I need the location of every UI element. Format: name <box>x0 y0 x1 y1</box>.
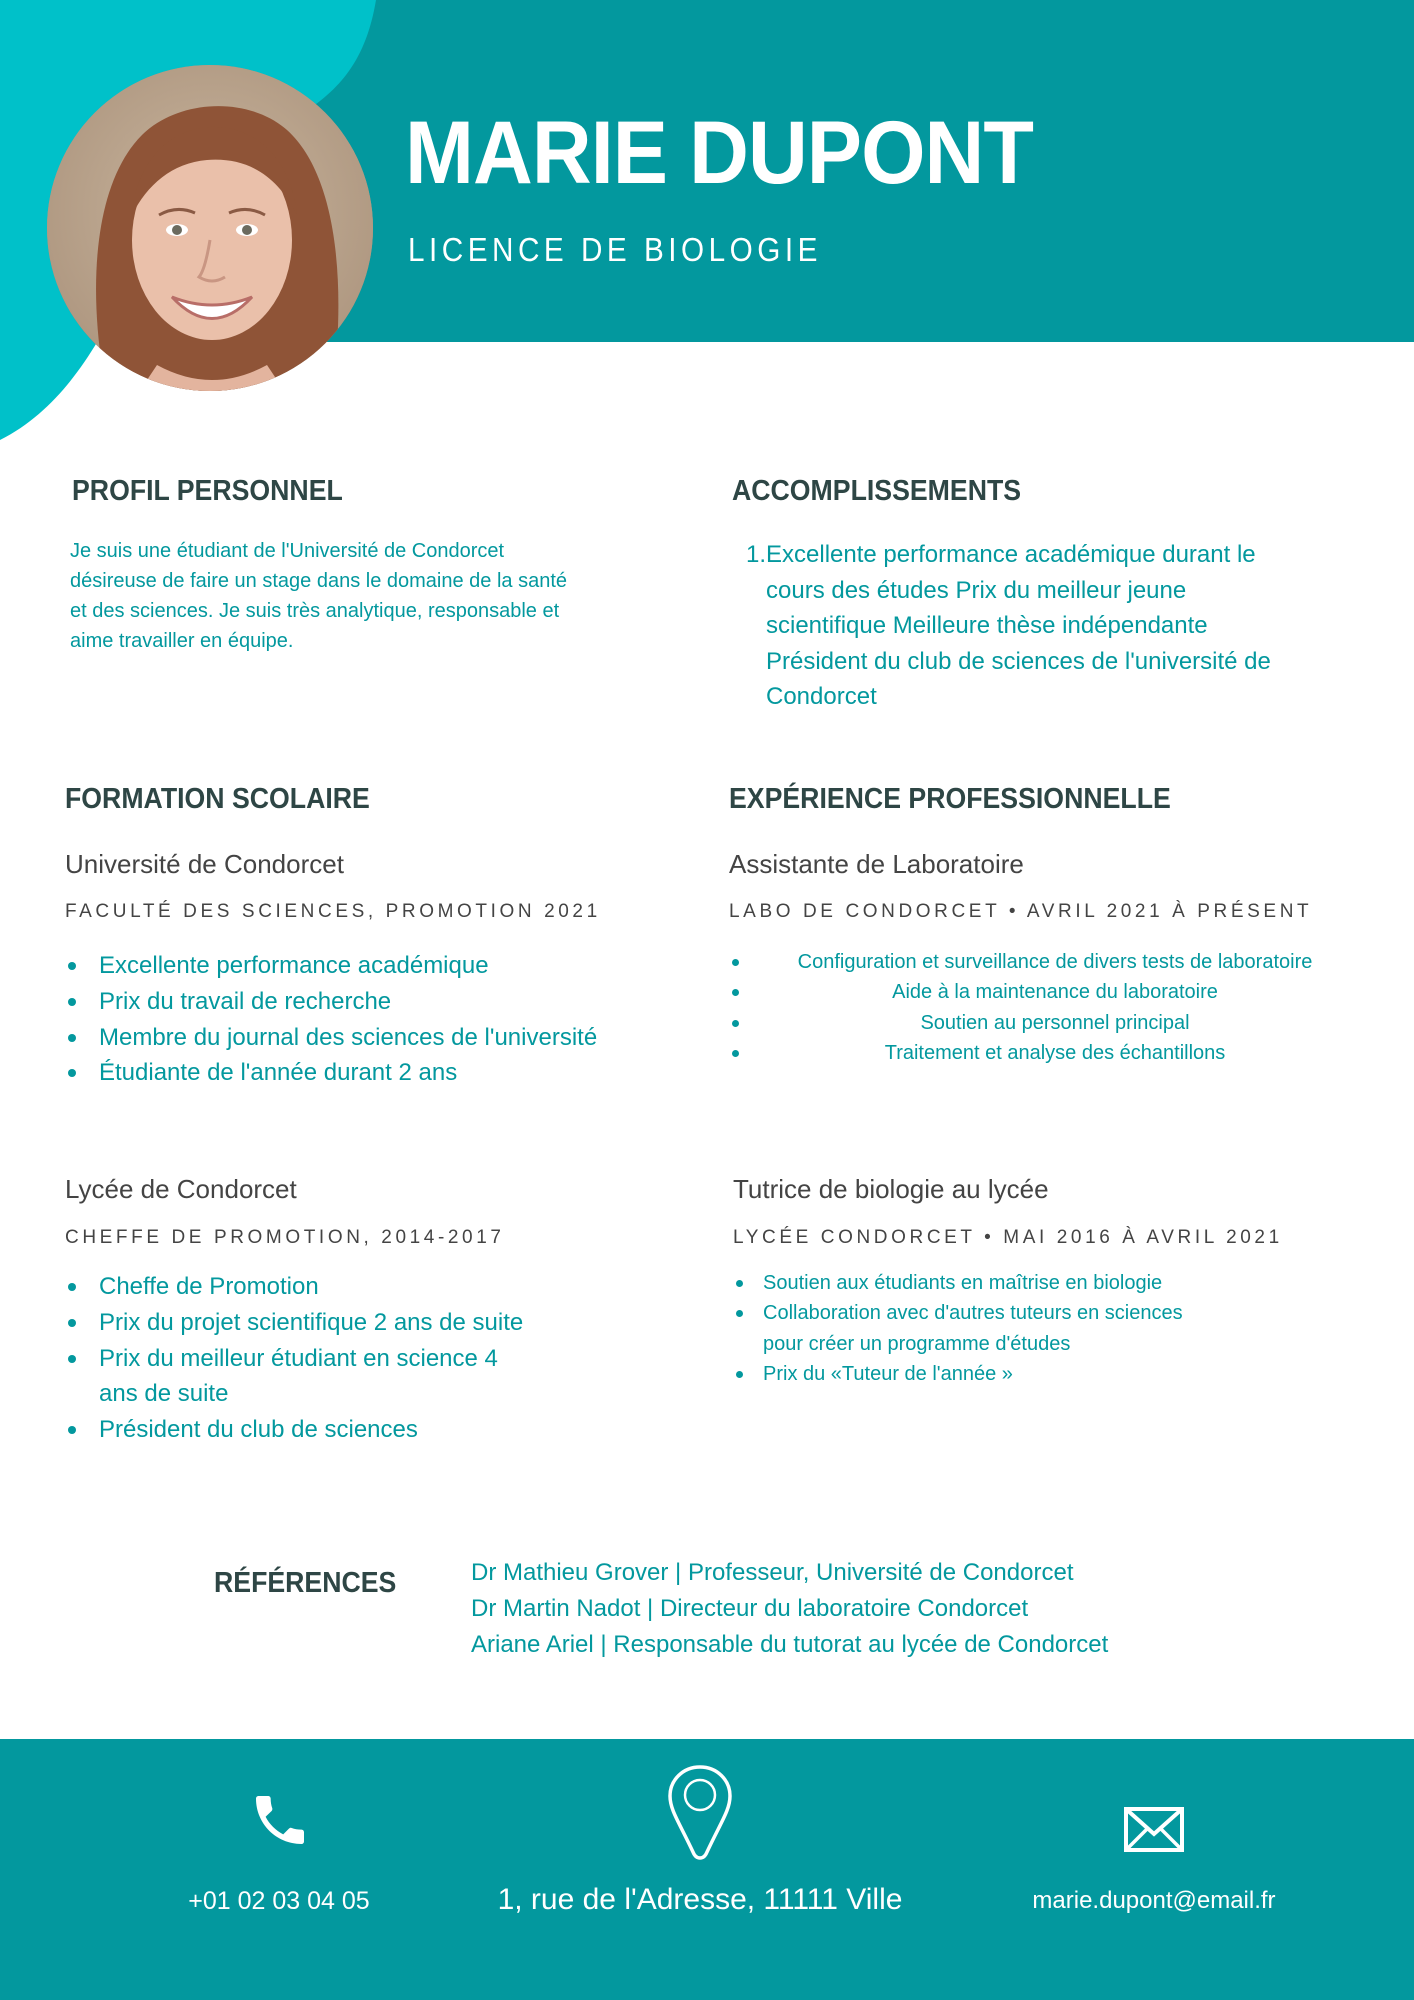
phone-text: +01 02 03 04 05 <box>188 1887 370 1915</box>
candidate-degree: LICENCE DE BIOLOGIE <box>408 231 822 268</box>
education-school-2: Lycée de Condorcet <box>65 1174 297 1204</box>
education-bullets-2 <box>65 1269 535 1448</box>
profile-text: Je suis une étudiant de l'Université de Condorcet désireuse de faire un stage dans le domaine de la santé et des sciences. Je suis très analytique, responsable et aime travailler en équipe. <box>70 540 568 652</box>
experience-role-1: Assistante de Laboratoire <box>729 849 1024 879</box>
contact-footer <box>0 1739 1414 2000</box>
experience-bullets-1 <box>729 947 1351 1068</box>
education-section-title: FORMATION SCOLAIRE <box>65 783 370 815</box>
email-text: marie.dupont@email.fr <box>1032 1887 1276 1914</box>
list-item-text: Aide à la maintenance du laboratoire <box>892 981 1218 1004</box>
address-text: 1, rue de l'Adresse, 11111 Ville <box>497 1883 903 1916</box>
list-item: Prix du projet scientifique 2 ans de suite <box>65 1305 535 1341</box>
profile-section-title: PROFIL PERSONNEL <box>72 475 343 507</box>
reference-item: Dr Mathieu Grover | Professeur, Université de Condorcet <box>471 1559 1074 1586</box>
list-item: Cheffe de Promotion <box>65 1269 535 1305</box>
experience-section-title: EXPÉRIENCE PROFESSIONNELLE <box>729 783 1171 815</box>
list-item: Prix du meilleur étudiant en science 4 ans de suite <box>65 1341 535 1413</box>
list-item: Étudiante de l'année durant 2 ans <box>65 1055 665 1091</box>
list-item: Excellente performance académique <box>65 948 665 984</box>
list-item-text: Soutien au personnel principal <box>920 1011 1190 1034</box>
references-section-title: RÉFÉRENCES <box>214 1567 397 1599</box>
education-school-1: Université de Condorcet <box>65 849 344 879</box>
education-meta-2: CHEFFE DE PROMOTION, 2014-2017 <box>65 1227 505 1248</box>
list-item: Soutien aux étudiants en maîtrise en biologie <box>733 1268 1203 1298</box>
list-item-text: Traitement et analyse des échantillons <box>884 1041 1226 1064</box>
phone-icon <box>248 1788 312 1852</box>
accomplishment-item <box>746 537 1306 715</box>
candidate-name: MARIE DUPONT <box>405 102 1034 202</box>
education-meta-1: FACULTÉ DES SCIENCES, PROMOTION 2021 <box>65 901 601 922</box>
portrait-icon <box>47 65 373 391</box>
experience-meta-1: LABO DE CONDORCET • AVRIL 2021 À PRÉSENT <box>729 901 1313 922</box>
list-item-text: Configuration et surveillance de divers tests de laboratoire <box>797 951 1313 973</box>
list-item <box>729 1038 1351 1068</box>
list-item <box>729 1008 1351 1038</box>
accomplishment-text: Excellente performance académique durant le cours des études Prix du meilleur jeune scientifique Meilleure thèse indépendante Président du club de sciences de l'université de Condorcet <box>766 541 1271 710</box>
references-list <box>471 1555 1108 1663</box>
list-item: Collaboration avec d'autres tuteurs en sciences pour créer un programme d'études <box>733 1298 1203 1359</box>
reference-item: Ariane Ariel | Responsable du tutorat au lycée de Condorcet <box>471 1631 1109 1658</box>
list-item: Président du club de sciences <box>65 1412 535 1448</box>
reference-item: Dr Martin Nadot | Directeur du laboratoire Condorcet <box>471 1595 1029 1622</box>
accomplishment-number: 1. <box>746 541 767 568</box>
accomplishments-list <box>746 537 1306 715</box>
list-item <box>729 977 1351 1007</box>
education-bullets-1 <box>65 948 665 1091</box>
list-item: Prix du «Tuteur de l'année » <box>733 1359 1203 1389</box>
experience-meta-2: LYCÉE CONDORCET • MAI 2016 À AVRIL 2021 <box>733 1227 1283 1248</box>
map-pin-icon <box>667 1764 733 1860</box>
experience-bullets-2 <box>733 1268 1203 1389</box>
list-item: Membre du journal des sciences de l'université <box>65 1020 665 1056</box>
list-item: Prix du travail de recherche <box>65 984 665 1020</box>
list-item <box>729 947 1351 977</box>
profile-photo <box>47 65 373 391</box>
experience-role-2: Tutrice de biologie au lycée <box>733 1174 1049 1204</box>
accomplishments-section-title: ACCOMPLISSEMENTS <box>732 475 1022 507</box>
envelope-icon <box>1124 1807 1184 1852</box>
